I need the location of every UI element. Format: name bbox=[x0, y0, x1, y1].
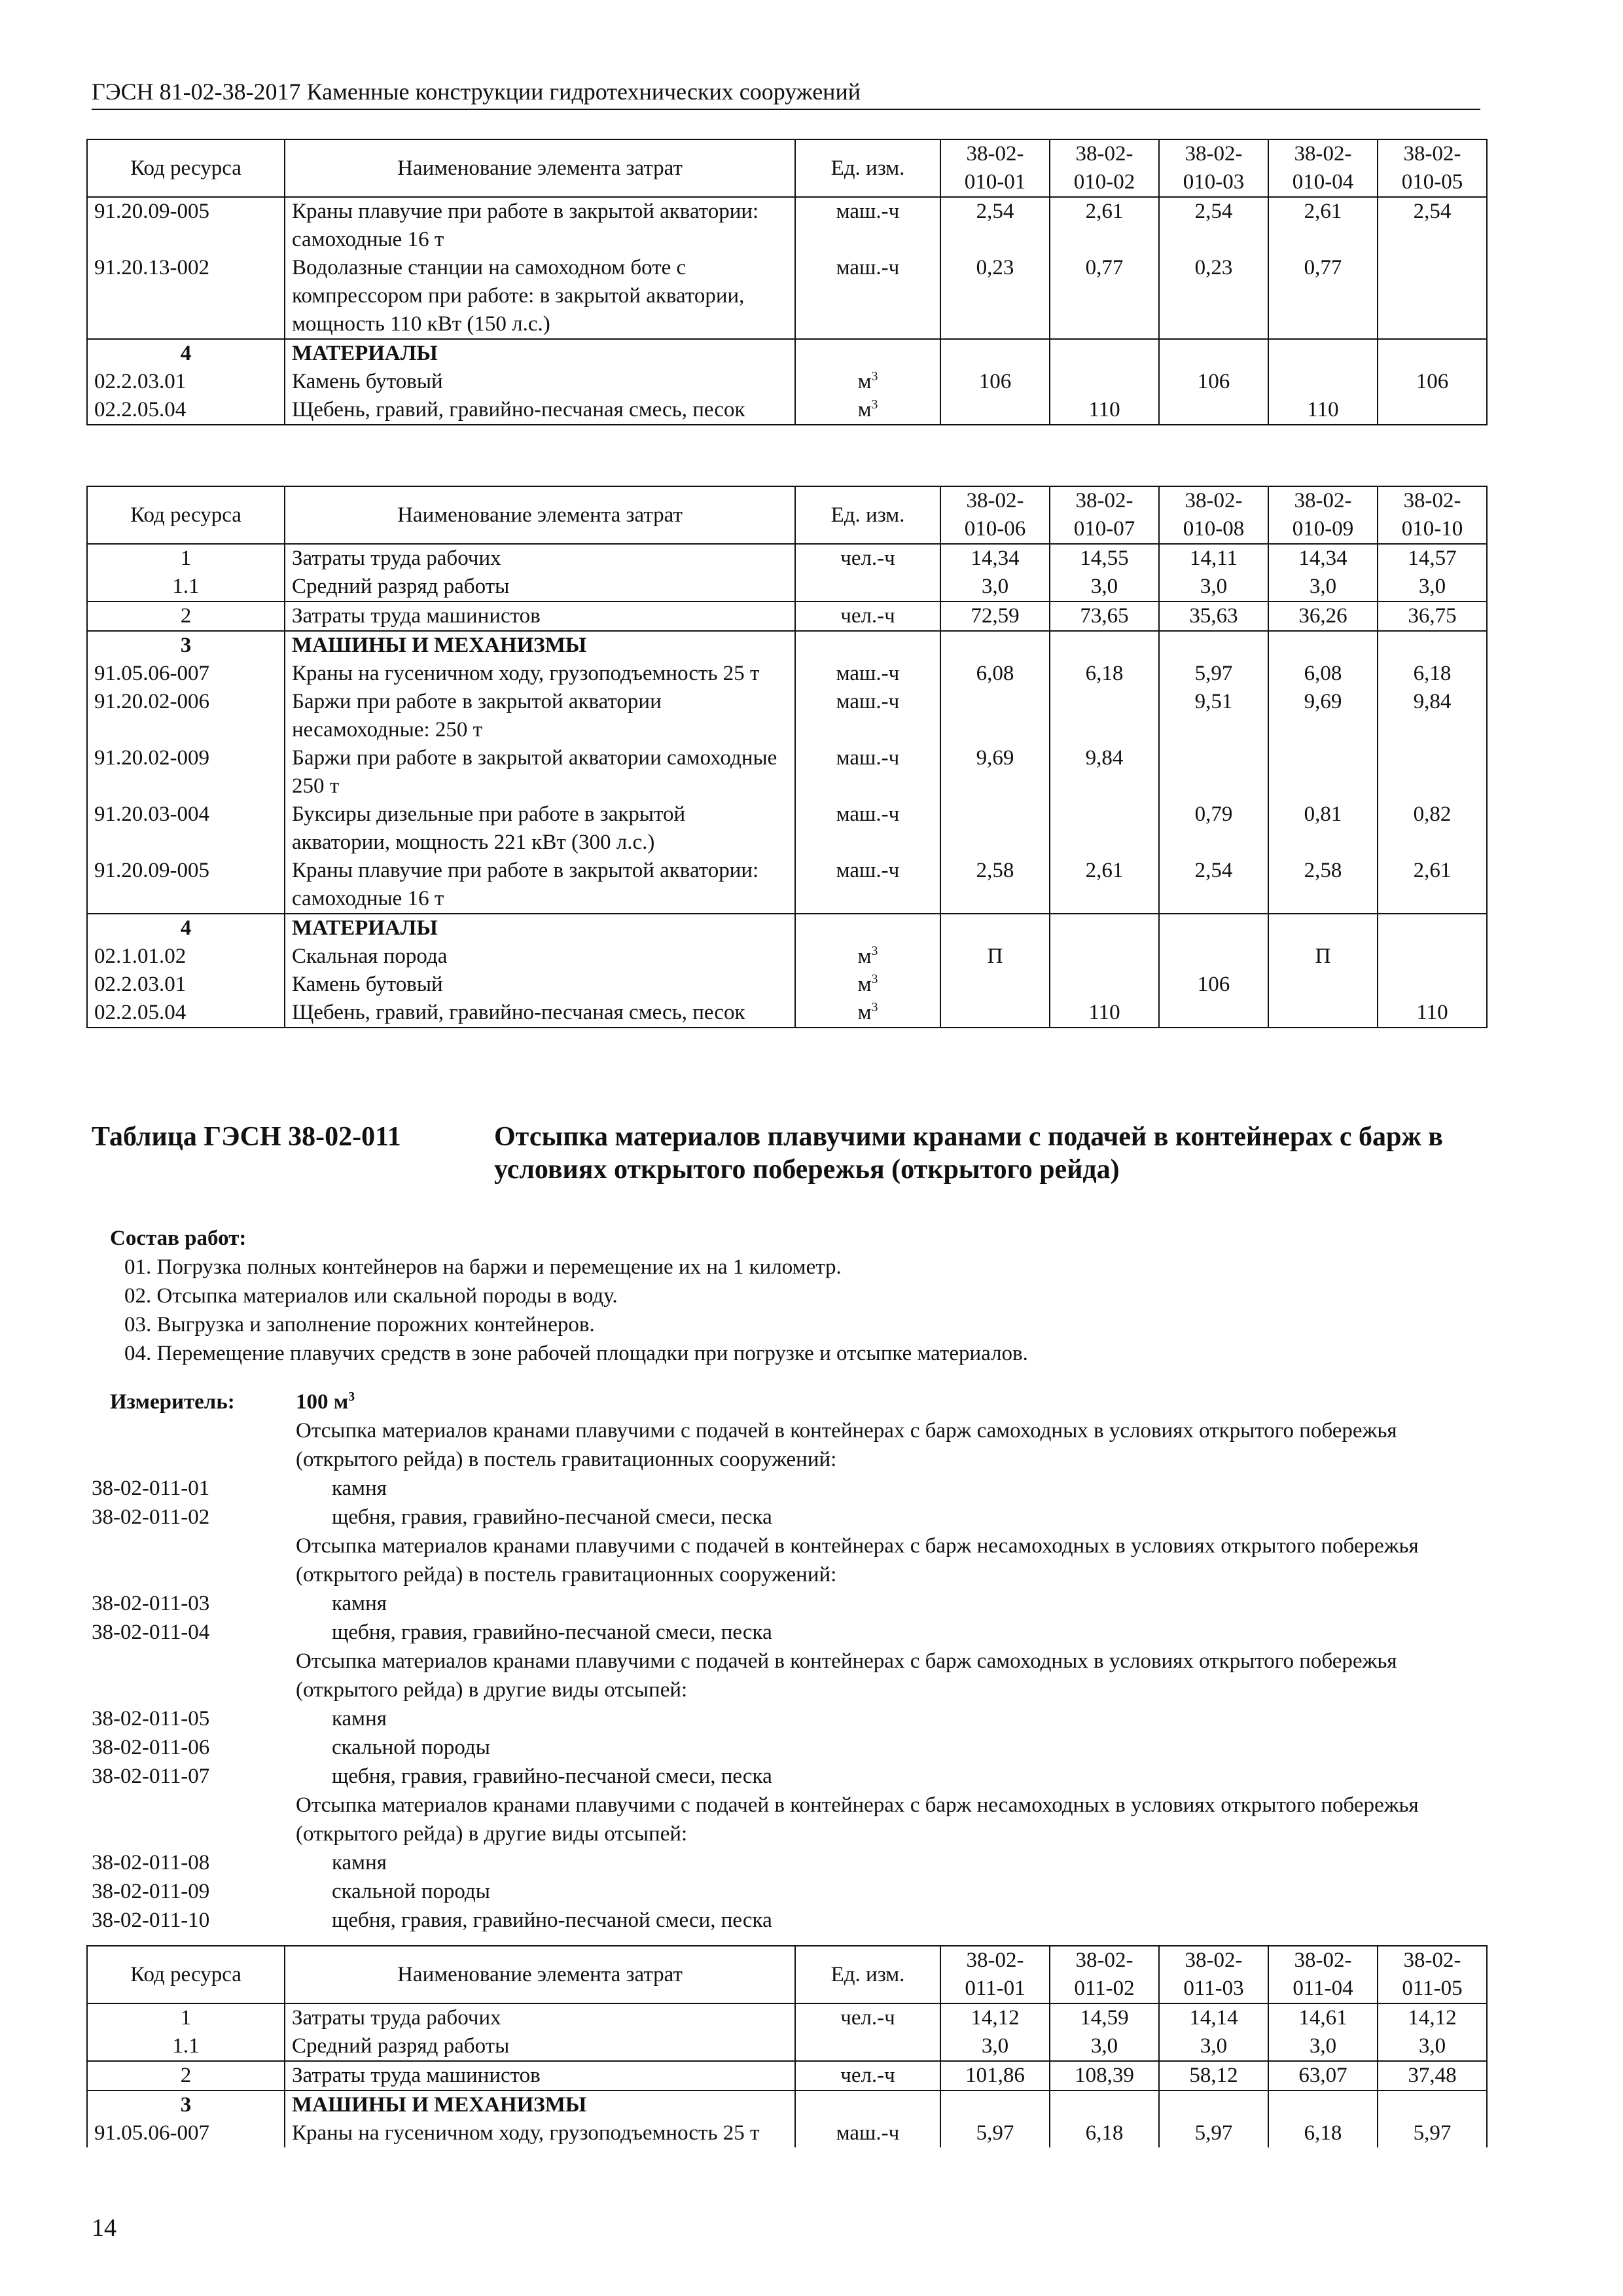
cell-value: 2,58 bbox=[940, 857, 1050, 914]
cell-value bbox=[1378, 339, 1487, 368]
table-row bbox=[87, 544, 1487, 573]
measure-text: скальной породы bbox=[332, 1880, 490, 1903]
cell-value bbox=[1378, 971, 1487, 999]
cell-value bbox=[1050, 339, 1159, 368]
table-row bbox=[87, 339, 1487, 368]
cell-value bbox=[940, 631, 1050, 660]
measure-line bbox=[92, 1906, 1486, 1935]
table-row bbox=[87, 660, 1487, 688]
cell-unit: маш.-ч bbox=[795, 197, 940, 254]
cell-value bbox=[940, 396, 1050, 425]
cell-value bbox=[940, 999, 1050, 1028]
cell-value: 72,59 bbox=[940, 601, 1050, 631]
cell-value bbox=[1378, 914, 1487, 942]
cell-value bbox=[940, 688, 1050, 744]
table-row bbox=[87, 2032, 1487, 2061]
cell-name: Краны плавучие при работе в закрытой акватории: самоходные 16 т bbox=[285, 197, 795, 254]
cell-value: 5,97 bbox=[1159, 660, 1268, 688]
cell-value: 3,0 bbox=[940, 573, 1050, 601]
cell-value: 14,57 bbox=[1378, 544, 1487, 573]
measure-line bbox=[92, 1733, 1486, 1762]
measure-code: 38-02-011-03 bbox=[92, 1592, 210, 1615]
measure-text: щебня, гравия, гравийно-песчаной смеси, песка bbox=[332, 1505, 772, 1529]
cell-name: Щебень, гравий, гравийно-песчаная смесь, песок bbox=[285, 999, 795, 1028]
measure-label: Измеритель: bbox=[110, 1390, 235, 1414]
measure-line bbox=[92, 1762, 1486, 1791]
cell-code: 3 bbox=[87, 631, 285, 660]
cell-value: 3,0 bbox=[1159, 573, 1268, 601]
cell-name: Баржи при работе в закрытой акватории самоходные 250 т bbox=[285, 744, 795, 800]
cell-value bbox=[1159, 914, 1268, 942]
measure-text: камня bbox=[332, 1707, 387, 1731]
cell-unit bbox=[795, 631, 940, 660]
cell-name: МАТЕРИАЛЫ bbox=[285, 914, 795, 942]
cell-value: 37,48 bbox=[1378, 2061, 1487, 2090]
cell-value: 14,12 bbox=[940, 2003, 1050, 2032]
measure-line bbox=[92, 1618, 1486, 1647]
cell-value: 36,26 bbox=[1268, 601, 1378, 631]
cell-code: 91.05.06-007 bbox=[87, 660, 285, 688]
cell-name: Средний разряд работы bbox=[285, 2032, 795, 2061]
cell-unit bbox=[795, 339, 940, 368]
cell-unit bbox=[795, 573, 940, 601]
measure-text: камня bbox=[332, 1477, 387, 1500]
cell-unit: маш.-ч bbox=[795, 254, 940, 339]
measure-line bbox=[92, 1474, 1486, 1503]
cell-value bbox=[940, 971, 1050, 999]
cell-value: 3,0 bbox=[1268, 573, 1378, 601]
header-norm-code: 38-02- 010-05 bbox=[1378, 139, 1487, 197]
cell-code: 91.05.06-007 bbox=[87, 2119, 285, 2147]
header-norm-code: 38-02- 011-01 bbox=[940, 1946, 1050, 2003]
cell-value bbox=[940, 339, 1050, 368]
measure-text: Отсыпка материалов кранами плавучими с подачей в контейнерах с барж самоходных в условиях открытого побережья (открытого рейда) в постель гравитационных сооружений: bbox=[296, 1419, 1397, 1471]
cell-value: 6,18 bbox=[1378, 660, 1487, 688]
cell-value: П bbox=[940, 942, 1050, 971]
header-norm-code: 38-02- 011-05 bbox=[1378, 1946, 1487, 2003]
header-name: Наименование элемента затрат bbox=[285, 1946, 795, 2003]
measure-code: 38-02-011-05 bbox=[92, 1707, 210, 1731]
table-row bbox=[87, 368, 1487, 396]
header-norm-code: 38-02- 011-03 bbox=[1159, 1946, 1268, 2003]
measure-code: 38-02-011-02 bbox=[92, 1505, 210, 1529]
cell-name: Краны на гусеничном ходу, грузоподъемность 25 т bbox=[285, 660, 795, 688]
cell-code: 2 bbox=[87, 2061, 285, 2090]
cell-value: 14,61 bbox=[1268, 2003, 1378, 2032]
header-norm-code: 38-02- 010-04 bbox=[1268, 139, 1378, 197]
work-item: 01. Погрузка полных контейнеров на баржи и перемещение их на 1 километр. bbox=[124, 1255, 842, 1279]
header-code: Код ресурса bbox=[87, 486, 285, 544]
measure-code: 38-02-011-10 bbox=[92, 1909, 210, 1932]
measure-text: щебня, гравия, гравийно-песчаной смеси, песка bbox=[332, 1765, 772, 1788]
measure-line bbox=[92, 1704, 1486, 1733]
cell-value: 3,0 bbox=[1159, 2032, 1268, 2061]
cell-value bbox=[1268, 971, 1378, 999]
cell-unit: чел.-ч bbox=[795, 544, 940, 573]
cell-unit: маш.-ч bbox=[795, 857, 940, 914]
cell-name: Камень бутовый bbox=[285, 971, 795, 999]
cell-unit: чел.-ч bbox=[795, 2003, 940, 2032]
cell-value: 3,0 bbox=[1378, 573, 1487, 601]
cell-value: 106 bbox=[1159, 368, 1268, 396]
cell-unit: чел.-ч bbox=[795, 2061, 940, 2090]
header-norm-code: 38-02- 010-09 bbox=[1268, 486, 1378, 544]
cell-value bbox=[1268, 368, 1378, 396]
cell-code: 1.1 bbox=[87, 2032, 285, 2061]
cell-value: 6,08 bbox=[1268, 660, 1378, 688]
cell-unit: чел.-ч bbox=[795, 601, 940, 631]
cell-value: 106 bbox=[940, 368, 1050, 396]
cell-code: 02.1.01.02 bbox=[87, 942, 285, 971]
cell-value: 2,61 bbox=[1268, 197, 1378, 254]
cell-value: 2,58 bbox=[1268, 857, 1378, 914]
measure-line bbox=[92, 1791, 1486, 1848]
cell-value: 101,86 bbox=[940, 2061, 1050, 2090]
header-unit: Ед. изм. bbox=[795, 1946, 940, 2003]
work-item: 03. Выгрузка и заполнение порожних контейнеров. bbox=[124, 1313, 595, 1336]
cell-value bbox=[1378, 2090, 1487, 2119]
page-number: 14 bbox=[92, 2214, 116, 2242]
cell-value: П bbox=[1268, 942, 1378, 971]
cell-value bbox=[1159, 396, 1268, 425]
table-row bbox=[87, 914, 1487, 942]
header-norm-code: 38-02- 010-10 bbox=[1378, 486, 1487, 544]
cell-value: 9,69 bbox=[940, 744, 1050, 800]
cell-name: Водолазные станции на самоходном боте с компрессором при работе: в закрытой акватории, мощность 110 кВт (150 л.с.) bbox=[285, 254, 795, 339]
cell-value: 14,34 bbox=[940, 544, 1050, 573]
cell-value: 14,34 bbox=[1268, 544, 1378, 573]
work-composition bbox=[110, 1224, 1028, 1368]
cell-unit: $м^3$ bbox=[795, 942, 940, 971]
table-row bbox=[87, 573, 1487, 601]
cell-unit bbox=[795, 2032, 940, 2061]
cell-value: 108,39 bbox=[1050, 2061, 1159, 2090]
cell-unit: маш.-ч bbox=[795, 744, 940, 800]
cell-value: 2,54 bbox=[1159, 197, 1268, 254]
table-row bbox=[87, 800, 1487, 857]
cell-name: Затраты труда машинистов bbox=[285, 601, 795, 631]
cell-value bbox=[1159, 942, 1268, 971]
cell-value: 6,18 bbox=[1050, 2119, 1159, 2147]
header-norm-code: 38-02- 010-01 bbox=[940, 139, 1050, 197]
cell-code: 91.20.09-005 bbox=[87, 197, 285, 254]
cell-value: 9,51 bbox=[1159, 688, 1268, 744]
cell-value: 58,12 bbox=[1159, 2061, 1268, 2090]
cell-unit: $м^3$ bbox=[795, 368, 940, 396]
cell-value bbox=[1050, 631, 1159, 660]
cell-unit: маш.-ч bbox=[795, 2119, 940, 2147]
header-norm-code: 38-02- 011-04 bbox=[1268, 1946, 1378, 2003]
header-norm-code: 38-02- 011-02 bbox=[1050, 1946, 1159, 2003]
cell-value: 14,55 bbox=[1050, 544, 1159, 573]
cell-code: 91.20.09-005 bbox=[87, 857, 285, 914]
table-row bbox=[87, 601, 1487, 631]
header-code: Код ресурса bbox=[87, 1946, 285, 2003]
table-row bbox=[87, 2003, 1487, 2032]
cell-code: 02.2.05.04 bbox=[87, 999, 285, 1028]
cell-value: 6,18 bbox=[1268, 2119, 1378, 2147]
cell-code: 3 bbox=[87, 2090, 285, 2119]
cell-unit bbox=[795, 914, 940, 942]
cell-code: 02.2.03.01 bbox=[87, 971, 285, 999]
cell-value bbox=[1378, 744, 1487, 800]
cell-value: 2,61 bbox=[1378, 857, 1487, 914]
resource-table-010-06-10 bbox=[86, 486, 1488, 1028]
cell-value: 9,84 bbox=[1378, 688, 1487, 744]
measure-code: 38-02-011-07 bbox=[92, 1765, 210, 1788]
measure-unit: 100 $м^3$ bbox=[296, 1390, 355, 1414]
cell-value: 0,23 bbox=[940, 254, 1050, 339]
cell-value: 9,84 bbox=[1050, 744, 1159, 800]
table-row bbox=[87, 2090, 1487, 2119]
cell-value bbox=[1268, 914, 1378, 942]
cell-value: 0,77 bbox=[1268, 254, 1378, 339]
resource-table-011-01-05 bbox=[86, 1945, 1488, 2147]
cell-value: 73,65 bbox=[1050, 601, 1159, 631]
cell-code: 91.20.13-002 bbox=[87, 254, 285, 339]
cell-value bbox=[1268, 744, 1378, 800]
measure-text: скальной породы bbox=[332, 1736, 490, 1759]
measure-code: 38-02-011-09 bbox=[92, 1880, 210, 1903]
cell-code: 91.20.03-004 bbox=[87, 800, 285, 857]
table-row bbox=[87, 688, 1487, 744]
cell-unit: маш.-ч bbox=[795, 660, 940, 688]
header-norm-code: 38-02- 010-06 bbox=[940, 486, 1050, 544]
cell-value: 5,97 bbox=[1159, 2119, 1268, 2147]
cell-value bbox=[1268, 2090, 1378, 2119]
cell-code: 4 bbox=[87, 339, 285, 368]
cell-value bbox=[1378, 396, 1487, 425]
cell-value: 110 bbox=[1378, 999, 1487, 1028]
header-unit: Ед. изм. bbox=[795, 139, 940, 197]
cell-code: 2 bbox=[87, 601, 285, 631]
cell-value bbox=[1268, 999, 1378, 1028]
cell-name: Краны на гусеничном ходу, грузоподъемность 25 т bbox=[285, 2119, 795, 2147]
measure-section bbox=[92, 1388, 1486, 1935]
cell-value: 106 bbox=[1159, 971, 1268, 999]
cell-unit: $м^3$ bbox=[795, 971, 940, 999]
measure-line bbox=[92, 1503, 1486, 1532]
cell-unit: $м^3$ bbox=[795, 999, 940, 1028]
cell-value: 0,23 bbox=[1159, 254, 1268, 339]
table-row bbox=[87, 971, 1487, 999]
cell-value: 9,69 bbox=[1268, 688, 1378, 744]
cell-code: 4 bbox=[87, 914, 285, 942]
cell-value: 110 bbox=[1050, 999, 1159, 1028]
cell-value bbox=[1159, 339, 1268, 368]
measure-text: камня bbox=[332, 1851, 387, 1874]
cell-value: 14,11 bbox=[1159, 544, 1268, 573]
measure-line bbox=[92, 1532, 1486, 1589]
cell-value bbox=[1050, 2090, 1159, 2119]
cell-code: 1 bbox=[87, 544, 285, 573]
cell-value bbox=[1159, 744, 1268, 800]
table-row bbox=[87, 396, 1487, 425]
measure-text: Отсыпка материалов кранами плавучими с подачей в контейнерах с барж несамоходных в условиях открытого побережья (открытого рейда) в другие виды отсыпей: bbox=[296, 1793, 1419, 1846]
measure-line bbox=[92, 1848, 1486, 1877]
table-row bbox=[87, 857, 1487, 914]
cell-name: Буксиры дизельные при работе в закрытой акватории, мощность 221 кВт (300 л.с.) bbox=[285, 800, 795, 857]
cell-name: МАТЕРИАЛЫ bbox=[285, 339, 795, 368]
cell-value: 0,79 bbox=[1159, 800, 1268, 857]
running-header: ГЭСН 81-02-38-2017 Каменные конструкции гидротехнических сооружений bbox=[92, 77, 1480, 110]
cell-name: МАШИНЫ И МЕХАНИЗМЫ bbox=[285, 631, 795, 660]
cell-code: 1.1 bbox=[87, 573, 285, 601]
cell-value bbox=[1050, 800, 1159, 857]
cell-value: 14,14 bbox=[1159, 2003, 1268, 2032]
cell-value: 110 bbox=[1268, 396, 1378, 425]
header-norm-code: 38-02- 010-07 bbox=[1050, 486, 1159, 544]
cell-unit: $м^3$ bbox=[795, 396, 940, 425]
measure-line bbox=[92, 1877, 1486, 1906]
cell-value: 3,0 bbox=[1050, 573, 1159, 601]
cell-value bbox=[1050, 914, 1159, 942]
cell-value: 6,18 bbox=[1050, 660, 1159, 688]
measure-code: 38-02-011-04 bbox=[92, 1621, 210, 1644]
header-name: Наименование элемента затрат bbox=[285, 139, 795, 197]
cell-value bbox=[940, 914, 1050, 942]
resource-table-010-01-05 bbox=[86, 139, 1488, 425]
work-item: 02. Отсыпка материалов или скальной породы в воду. bbox=[124, 1284, 618, 1308]
cell-value: 14,12 bbox=[1378, 2003, 1487, 2032]
header-norm-code: 38-02- 010-03 bbox=[1159, 139, 1268, 197]
cell-name: Затраты труда рабочих bbox=[285, 544, 795, 573]
cell-value: 2,61 bbox=[1050, 857, 1159, 914]
table-row bbox=[87, 2061, 1487, 2090]
cell-code: 91.20.02-006 bbox=[87, 688, 285, 744]
cell-value: 2,54 bbox=[1159, 857, 1268, 914]
cell-value: 3,0 bbox=[1050, 2032, 1159, 2061]
cell-value bbox=[1050, 688, 1159, 744]
table-row bbox=[87, 744, 1487, 800]
cell-name: Щебень, гравий, гравийно-песчаная смесь, песок bbox=[285, 396, 795, 425]
measure-text: камня bbox=[332, 1592, 387, 1615]
cell-name: Краны плавучие при работе в закрытой акватории: самоходные 16 т bbox=[285, 857, 795, 914]
table-row bbox=[87, 999, 1487, 1028]
cell-value bbox=[1268, 339, 1378, 368]
header-unit: Ед. изм. bbox=[795, 486, 940, 544]
cell-value: 14,59 bbox=[1050, 2003, 1159, 2032]
cell-value: 35,63 bbox=[1159, 601, 1268, 631]
cell-value: 110 bbox=[1050, 396, 1159, 425]
work-composition-heading: Состав работ: bbox=[110, 1227, 247, 1250]
table-title-label: Таблица ГЭСН 38-02-011 bbox=[92, 1122, 401, 1152]
cell-value: 3,0 bbox=[1268, 2032, 1378, 2061]
cell-value bbox=[940, 800, 1050, 857]
cell-value: 5,97 bbox=[1378, 2119, 1487, 2147]
cell-value bbox=[940, 2090, 1050, 2119]
cell-value bbox=[1378, 631, 1487, 660]
measure-code: 38-02-011-01 bbox=[92, 1477, 210, 1500]
cell-value bbox=[1159, 631, 1268, 660]
table-row bbox=[87, 631, 1487, 660]
cell-name: Баржи при работе в закрытой акватории несамоходные: 250 т bbox=[285, 688, 795, 744]
measure-code: 38-02-011-06 bbox=[92, 1736, 210, 1759]
measure-text: Отсыпка материалов кранами плавучими с подачей в контейнерах с барж самоходных в условиях открытого побережья (открытого рейда) в другие виды отсыпей: bbox=[296, 1649, 1397, 1702]
cell-value: 3,0 bbox=[940, 2032, 1050, 2061]
cell-value: 36,75 bbox=[1378, 601, 1487, 631]
cell-value: 0,77 bbox=[1050, 254, 1159, 339]
cell-value bbox=[1050, 368, 1159, 396]
cell-code: 1 bbox=[87, 2003, 285, 2032]
cell-code: 02.2.05.04 bbox=[87, 396, 285, 425]
measure-line bbox=[92, 1589, 1486, 1618]
cell-value: 63,07 bbox=[1268, 2061, 1378, 2090]
header-norm-code: 38-02- 010-02 bbox=[1050, 139, 1159, 197]
cell-name: МАШИНЫ И МЕХАНИЗМЫ bbox=[285, 2090, 795, 2119]
work-item: 04. Перемещение плавучих средств в зоне рабочей площадки при погрузке и отсыпке материалов. bbox=[124, 1342, 1028, 1365]
cell-name: Затраты труда машинистов bbox=[285, 2061, 795, 2090]
cell-value bbox=[1050, 971, 1159, 999]
cell-value: 0,81 bbox=[1268, 800, 1378, 857]
cell-code: 91.20.02-009 bbox=[87, 744, 285, 800]
cell-value: 5,97 bbox=[940, 2119, 1050, 2147]
cell-value: 3,0 bbox=[1378, 2032, 1487, 2061]
cell-name: Затраты труда рабочих bbox=[285, 2003, 795, 2032]
cell-unit bbox=[795, 2090, 940, 2119]
cell-name: Камень бутовый bbox=[285, 368, 795, 396]
measure-line bbox=[92, 1416, 1486, 1474]
cell-value bbox=[1159, 999, 1268, 1028]
cell-value: 2,54 bbox=[1378, 197, 1487, 254]
measure-text: щебня, гравия, гравийно-песчаной смеси, песка bbox=[332, 1621, 772, 1644]
table-row bbox=[87, 254, 1487, 339]
measure-line bbox=[92, 1647, 1486, 1704]
cell-value: 6,08 bbox=[940, 660, 1050, 688]
cell-value: 2,54 bbox=[940, 197, 1050, 254]
table-row bbox=[87, 197, 1487, 254]
header-code: Код ресурса bbox=[87, 139, 285, 197]
cell-value bbox=[1378, 942, 1487, 971]
cell-value: 2,61 bbox=[1050, 197, 1159, 254]
measure-text: Отсыпка материалов кранами плавучими с подачей в контейнерах с барж несамоходных в условиях открытого побережья (открытого рейда) в постель гравитационных сооружений: bbox=[296, 1534, 1419, 1587]
cell-name: Скальная порода bbox=[285, 942, 795, 971]
cell-code: 02.2.03.01 bbox=[87, 368, 285, 396]
cell-unit: маш.-ч bbox=[795, 688, 940, 744]
cell-value: 106 bbox=[1378, 368, 1487, 396]
measure-code: 38-02-011-08 bbox=[92, 1851, 210, 1874]
cell-value bbox=[1378, 254, 1487, 339]
cell-name: Средний разряд работы bbox=[285, 573, 795, 601]
measure-text: щебня, гравия, гравийно-песчаной смеси, песка bbox=[332, 1909, 772, 1932]
header-norm-code: 38-02- 010-08 bbox=[1159, 486, 1268, 544]
table-row bbox=[87, 942, 1487, 971]
cell-value: 0,82 bbox=[1378, 800, 1487, 857]
cell-unit: маш.-ч bbox=[795, 800, 940, 857]
cell-value bbox=[1050, 942, 1159, 971]
header-name: Наименование элемента затрат bbox=[285, 486, 795, 544]
measure-header-row bbox=[92, 1388, 1486, 1416]
cell-value bbox=[1159, 2090, 1268, 2119]
table-row bbox=[87, 2119, 1487, 2147]
table-title-text: Отсыпка материалов плавучими кранами с подачей в контейнерах с барж в условиях открытого побережья (открытого рейда) bbox=[494, 1122, 1443, 1185]
cell-value bbox=[1268, 631, 1378, 660]
